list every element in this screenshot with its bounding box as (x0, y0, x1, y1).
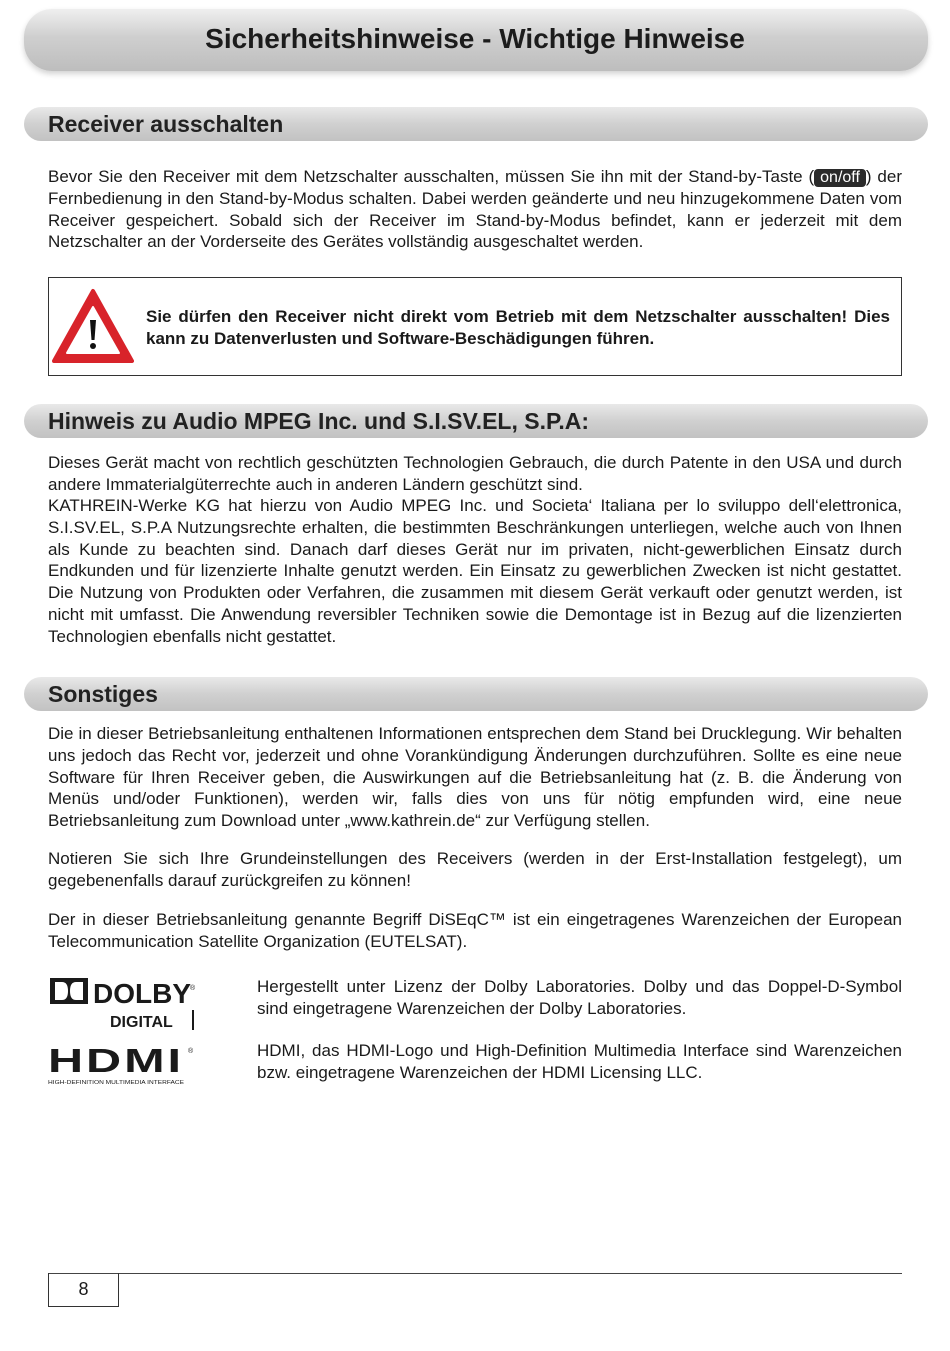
hdmi-wordmark: HDMI (48, 1045, 184, 1079)
dolby-registered-mark: ® (190, 985, 196, 992)
warning-triangle-icon (52, 288, 134, 364)
misc-paragraph-3: Der in dieser Betriebsanleitung genannte Begriff DiSEqC™ ist ein eingetragenes Warenzeichen der European Telecommunication Satellite Organization (EUTELSAT). (48, 910, 902, 951)
hdmi-license-text: HDMI, das HDMI-Logo und High-Definition Multimedia Interface sind Warenzeichen bzw. eingetragene Warenzeichen der HDMI Licensing LLC. (257, 1041, 902, 1082)
receiver-paragraph (48, 166, 902, 253)
misc-paragraph-1: Die in dieser Betriebsanleitung enthaltenen Informationen entsprechen dem Stand bei Drucklegung. Wir behalten uns jedoch das Recht vor, jederzeit und ohne Vorankündigung Änderungen durchzuführen. Sollte es eine neue Software für Ihren Receiver geben, die Auswirkungen auf die Betriebsanleitung hat (z. B. die Änderung von Menüs und/oder Funktionen), werden wir, falls dies von uns für nötig empfunden wird, eine neue Betriebsanleitung zum Download unter „www.kathrein.de“ zur Verfügung stellen. (48, 724, 902, 831)
dolby-digital-label: DIGITAL (110, 1014, 173, 1031)
hdmi-logo (48, 1045, 198, 1087)
hdmi-registered-mark: ® (188, 1048, 194, 1055)
section-title-mpeg: Hinweis zu Audio MPEG Inc. und S.I.SV.EL, S.P.A: (48, 408, 590, 434)
footer-divider (48, 1273, 902, 1274)
receiver-text-before-key: Bevor Sie den Receiver mit dem Netzschalter ausschalten, müssen Sie ihn mit der Stand-by-Taste ( (48, 167, 815, 186)
section-bar-misc (24, 677, 928, 711)
hdmi-tagline: HIGH-DEFINITION MULTIMEDIA INTERFACE (48, 1080, 185, 1086)
page-title: Sicherheitshinweise - Wichtige Hinweise (205, 23, 745, 54)
mpeg-paragraph-1: Dieses Gerät macht von rechtlich geschützten Technologien Gebrauch, die durch Patente in den USA und durch andere Immaterialgüterrechte auch in anderen Ländern geschützt sind. (48, 453, 902, 494)
page-number: 8 (48, 1273, 119, 1307)
warning-box (48, 277, 902, 376)
dolby-license-text: Hergestellt unter Lizenz der Dolby Laboratories. Dolby und das Doppel-D-Symbol sind eingetragene Warenzeichen der Dolby Laboratories. (257, 977, 902, 1018)
section-title-misc: Sonstiges (48, 681, 158, 707)
receiver-text-after-key: ) der Fernbedienung in den Stand-by-Modus schalten. Dabei werden geänderte und neu hinzugekommene Daten vom Receiver gespeichert. Sobald sich der Receiver im Stand-by-Modus befindet, kann er jederzeit mit dem Netzschalter an der Vorderseite des Gerätes vollständig ausgeschaltet werden. (48, 167, 902, 252)
dolby-wordmark: DOLBY (93, 978, 191, 1009)
mpeg-paragraph-2: KATHREIN-Werke KG hat hierzu von Audio MPEG Inc. und Societa‘ Italiana per lo sviluppo dell‘elettronica, S.I.SV.EL, S.P.A Nutzungsrechte erhalten, die bestimmten Beschränkungen unterliegen, welche auch von Ihnen als Kunde zu beachten sind. Danach darf dieses Gerät nur im privaten, nicht-gewerblichen Einsatz durch Endkunden und für lizenzierte Inhalte genutzt werden. Ein Einsatz zu gewerblichen Zwecken ist nicht gestattet. Die Nutzung von Produkten oder Verfahren, die zusammen mit diesem Gerät verkauft oder genutzt werden, ist nicht mit umfasst. Die Anwendung reversibler Techniken sowie die Demontage ist in Bezug auf die lizenzierten Technologien ebenfalls nicht gestattet. (48, 496, 902, 646)
dolby-digital-logo (48, 976, 198, 1032)
on-off-key: on/off (814, 169, 866, 187)
section-title-receiver: Receiver ausschalten (48, 111, 284, 137)
misc-paragraph-2: Notieren Sie sich Ihre Grundeinstellungen des Receivers (werden in der Erst-Installation festgelegt), um gegebenenfalls darauf zurückgreifen zu können! (48, 849, 902, 890)
warning-text: Sie dürfen den Receiver nicht direkt vom Betrieb mit dem Netzschalter ausschalten! Dies kann zu Datenverlusten und Software-Beschädigungen führen. (146, 307, 890, 348)
